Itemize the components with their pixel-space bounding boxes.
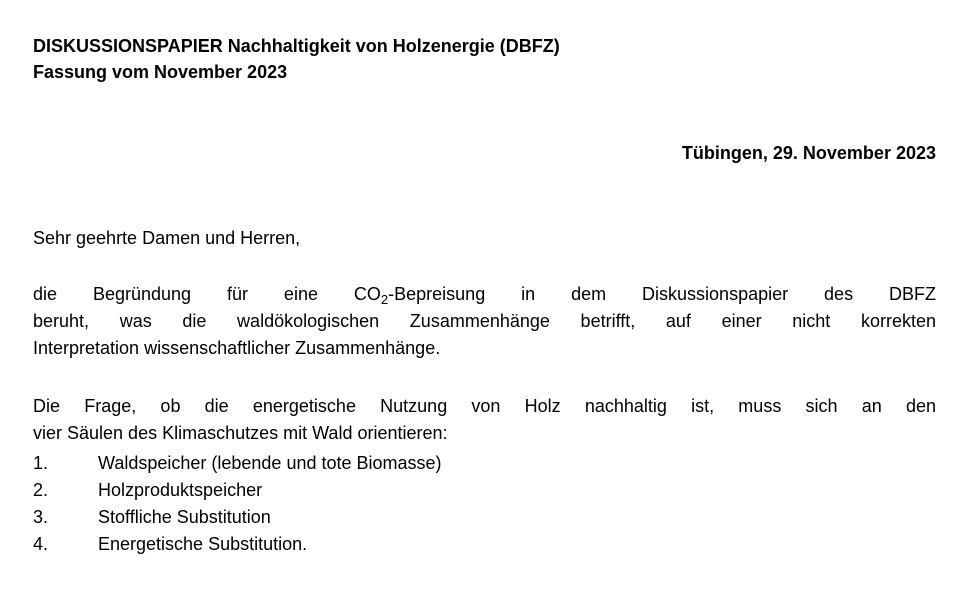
paragraph-co2-critique-line1 [33,281,936,308]
document-title [33,33,936,85]
list-item-text: Holzproduktspeicher [98,480,263,500]
list-item-text: Energetische Substitution. [98,534,308,554]
co2-subscript: 2 [380,292,389,307]
list-item-waldspeicher [33,450,936,477]
list-item-energetische-substitution [33,531,936,558]
letter-page [0,33,960,606]
place-date-line: Tübingen, 29. November 2023 [681,143,936,163]
co2-line-pre-text: die Begründung für eine CO [33,284,381,304]
co2-line-post-text: -Bepreisung in dem Diskussionspapier des DBFZ [388,284,936,304]
list-item-number: 1. [33,453,49,473]
document-title-line1: DISKUSSIONSPAPIER Nachhaltigkeit von Holzenergie (DBFZ) [33,36,560,56]
list-item-text: Stoffliche Substitution [98,507,271,527]
document-title-line2: Fassung vom November 2023 [33,62,288,82]
list-item-stoffliche-substitution [33,504,936,531]
list-item-text: Waldspeicher (lebende und tote Biomasse) [98,453,442,473]
paragraph-co2-critique [33,281,936,362]
paragraph-four-pillars-intro-line2: vier Säulen des Klimaschutzes mit Wald orientieren: [33,423,448,443]
pillars-numbered-list [33,450,936,558]
paragraph-co2-critique-line3: Interpretation wissenschaftlicher Zusammenhänge. [33,338,441,358]
list-item-number: 4. [33,534,49,554]
list-item-number: 3. [33,507,49,527]
salutation: Sehr geehrte Damen und Herren, [33,228,301,248]
list-item-number: 2. [33,480,49,500]
paragraph-co2-critique-line2: beruht, was die waldökologischen Zusammenhänge betrifft, auf einer nicht korrekten [33,311,936,331]
paragraph-four-pillars-intro [33,393,936,447]
paragraph-four-pillars-intro-line1: Die Frage, ob die energetische Nutzung von Holz nachhaltig ist, muss sich an den [33,396,936,416]
list-item-holzproduktspeicher [33,477,936,504]
